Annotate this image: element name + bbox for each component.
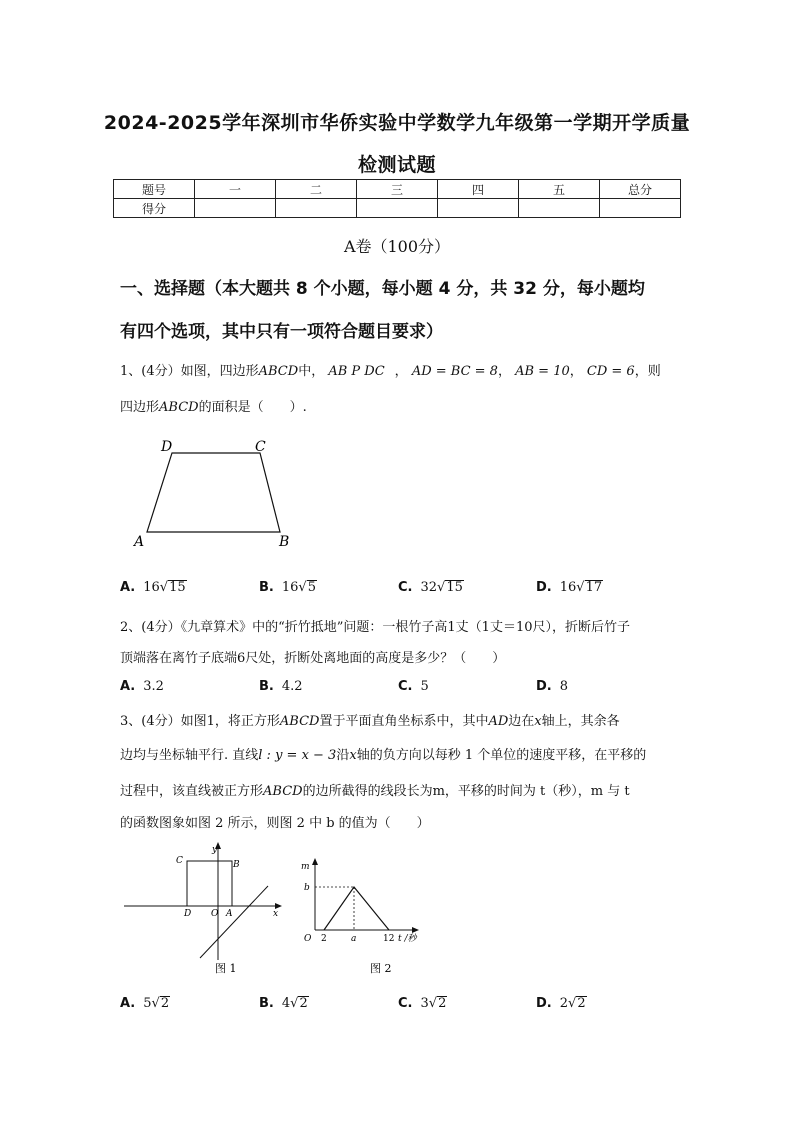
label-origin: O xyxy=(304,934,312,944)
label-y: y xyxy=(212,845,218,855)
option-coef: 32 xyxy=(420,580,438,595)
q3-text: 边均与坐标轴平行. 直线 xyxy=(120,748,259,763)
figure1-caption: 图 1 xyxy=(215,962,237,975)
q1-option-c[interactable]: C. 32√15 xyxy=(398,580,463,595)
q1-option-d[interactable]: D. 16√17 xyxy=(536,580,603,595)
label-c: C xyxy=(176,856,183,866)
q3-text: 的边所截得的线段长为m，平移的时间为 t（秒），m 与 t xyxy=(302,784,630,799)
vertex-label-b: B xyxy=(279,534,290,550)
label-t-axis: t /秒 xyxy=(398,934,417,944)
q3-line3 xyxy=(120,780,630,799)
q3-math: ABCD xyxy=(279,714,320,729)
score-table-cell: 题号 xyxy=(114,180,195,199)
score-table-cell: 四 xyxy=(438,180,519,199)
vertex-label-a: A xyxy=(134,534,145,550)
label-x: x xyxy=(273,909,279,919)
score-table-cell: 二 xyxy=(276,180,357,199)
q3-math: ABCD xyxy=(263,784,303,799)
label-b: B xyxy=(233,860,240,870)
vertex-label-d: D xyxy=(161,439,173,455)
q1-abcd: ABCD xyxy=(258,364,299,379)
q3-line1 xyxy=(120,710,620,729)
score-table-cell: 五 xyxy=(519,180,600,199)
square-abcd xyxy=(187,861,232,906)
q1-line2 xyxy=(120,396,307,415)
option-radicand: 15 xyxy=(169,580,186,595)
q3-math: x xyxy=(534,714,542,729)
q1-cond2: AD = BC = 8 xyxy=(411,364,498,379)
q3-math: l : y = x − 3 xyxy=(258,748,337,763)
label-o: O xyxy=(211,909,219,919)
option-radicand: 5 xyxy=(307,580,316,595)
score-input-cell xyxy=(519,199,600,218)
tick-12: 12 xyxy=(383,934,395,944)
q1-cond1: AB P DC xyxy=(328,364,385,379)
q3-option-c[interactable]: C. 3√2 xyxy=(398,996,447,1011)
option-radicand: 17 xyxy=(585,580,603,595)
vertex-label-c: C xyxy=(255,439,266,455)
q3-text: 轴上，其余各 xyxy=(541,714,620,729)
score-input-cell xyxy=(357,199,438,218)
tick-2: 2 xyxy=(321,934,327,944)
m-axis-arrow xyxy=(312,858,318,865)
option-coef: 2 xyxy=(559,996,569,1011)
q2-option-c[interactable] xyxy=(398,679,429,694)
exam-title-line2: 检测试题 xyxy=(357,154,436,176)
option-coef: 16 xyxy=(281,580,299,595)
option-letter: C. xyxy=(398,996,413,1011)
option-radicand: 2 xyxy=(438,996,447,1011)
q2-option-d[interactable] xyxy=(536,679,568,694)
q1-line2-b: 的面积是（ ）. xyxy=(198,400,307,415)
tick-a: a xyxy=(351,934,357,944)
option-coef: 16 xyxy=(559,580,577,595)
q1-line2-a: 四边形 xyxy=(120,400,160,415)
score-table-cell: 得分 xyxy=(114,199,195,218)
option-letter: B. xyxy=(259,679,274,694)
q1-cond4: CD = 6 xyxy=(586,364,635,379)
option-coef: 3 xyxy=(420,996,429,1011)
option-value: 4.2 xyxy=(281,679,303,694)
option-letter: A. xyxy=(120,996,136,1011)
score-table-cell: 一 xyxy=(195,180,276,199)
exam-title-line1: 2024-2025学年深圳市华侨实验中学数学九年级第一学期开学质量 xyxy=(103,112,691,134)
option-coef: 16 xyxy=(143,580,160,595)
score-table-header-row xyxy=(114,180,681,199)
option-radicand: 15 xyxy=(446,580,463,595)
q1-mid: 中， xyxy=(298,364,325,379)
score-input-cell xyxy=(276,199,357,218)
option-letter: D. xyxy=(536,996,552,1011)
q3-text: 边在 xyxy=(508,714,535,729)
q2-option-b[interactable] xyxy=(259,679,303,694)
option-letter: D. xyxy=(536,580,552,595)
score-table-cell: 总分 xyxy=(600,180,681,199)
q3-line4: 的函数图象如图 2 所示，则图 2 中 b 的值为（ ） xyxy=(120,816,430,831)
option-letter: C. xyxy=(398,679,413,694)
option-coef: 4 xyxy=(281,996,291,1011)
option-coef: 5 xyxy=(143,996,152,1011)
section-heading-line1: 一、选择题（本大题共 8 个小题，每小题 4 分，共 32 分，每小题均 xyxy=(120,279,645,299)
option-letter: B. xyxy=(259,996,274,1011)
q2-line2: 顶端落在离竹子底端6尺处，折断处离地面的高度是多少？（ ） xyxy=(120,651,506,666)
q1-trapezoid-figure xyxy=(125,436,305,551)
option-letter: A. xyxy=(120,679,136,694)
q3-line2 xyxy=(120,744,646,763)
volume-heading: A卷（100分） xyxy=(343,237,451,256)
q3-option-b[interactable]: B. 4√2 xyxy=(259,996,308,1011)
score-table xyxy=(113,179,681,218)
q3-option-a[interactable]: A. 5√2 xyxy=(120,996,170,1011)
q1-cond3: AB = 10 xyxy=(515,364,570,379)
q3-math: x xyxy=(349,748,357,763)
q1-end: ，则 xyxy=(634,364,661,379)
option-letter: B. xyxy=(259,580,274,595)
option-letter: D. xyxy=(536,679,552,694)
score-input-cell xyxy=(195,199,276,218)
q3-text: 置于平面直角坐标系中，其中 xyxy=(319,714,489,729)
score-table-score-row xyxy=(114,199,681,218)
q3-text: 沿 xyxy=(336,748,350,763)
option-value: 3.2 xyxy=(143,679,164,694)
score-table-cell: 三 xyxy=(357,180,438,199)
option-value: 5 xyxy=(420,679,429,694)
q1-option-b[interactable]: B. 16√5 xyxy=(259,580,316,595)
q2-option-a[interactable] xyxy=(120,679,164,694)
label-b-value: b xyxy=(304,883,310,893)
q1-line1: 1、(4分）如图，四边形ABCD中， AB P DC ， AD = BC = 8， AB = 10， CD = 6，则 xyxy=(120,364,661,379)
figure2-caption: 图 2 xyxy=(370,962,392,975)
score-input-cell xyxy=(438,199,519,218)
q1-option-a[interactable]: A. 16√15 xyxy=(120,580,186,595)
q3-figure1 xyxy=(120,840,285,980)
option-letter: C. xyxy=(398,580,413,595)
function-graph xyxy=(324,887,389,930)
q3-figure2 xyxy=(295,855,430,980)
t-axis-arrow xyxy=(412,927,419,933)
q2-line1: 2、(4分）《九章算术》中的“折竹抵地”问题：一根竹子高1丈（1丈＝10尺），折断后竹子 xyxy=(120,620,630,635)
option-radicand: 2 xyxy=(299,996,308,1011)
label-m: m xyxy=(301,862,310,872)
q3-text: 轴的负方向以每秒 1 个单位的速度平移，在平移的 xyxy=(356,748,647,763)
section-heading-line2: 有四个选项，其中只有一项符合题目要求） xyxy=(120,322,443,342)
q1-abcd-2: ABCD xyxy=(159,400,199,415)
score-input-cell xyxy=(600,199,681,218)
label-d: D xyxy=(184,909,192,919)
label-a: A xyxy=(226,909,233,919)
trapezoid-shape xyxy=(147,453,280,532)
q3-text: 过程中，该直线被正方形 xyxy=(120,784,264,799)
option-radicand: 2 xyxy=(577,996,586,1011)
option-value: 8 xyxy=(559,679,569,694)
q3-math: AD xyxy=(488,714,509,729)
option-radicand: 2 xyxy=(160,996,170,1011)
line-l xyxy=(200,886,268,958)
q1-prefix: 1、(4分）如图，四边形 xyxy=(120,364,259,379)
q3-option-d[interactable]: D. 2√2 xyxy=(536,996,586,1011)
option-letter: A. xyxy=(120,580,136,595)
q3-text: 3、(4分）如图1，将正方形 xyxy=(120,714,280,729)
